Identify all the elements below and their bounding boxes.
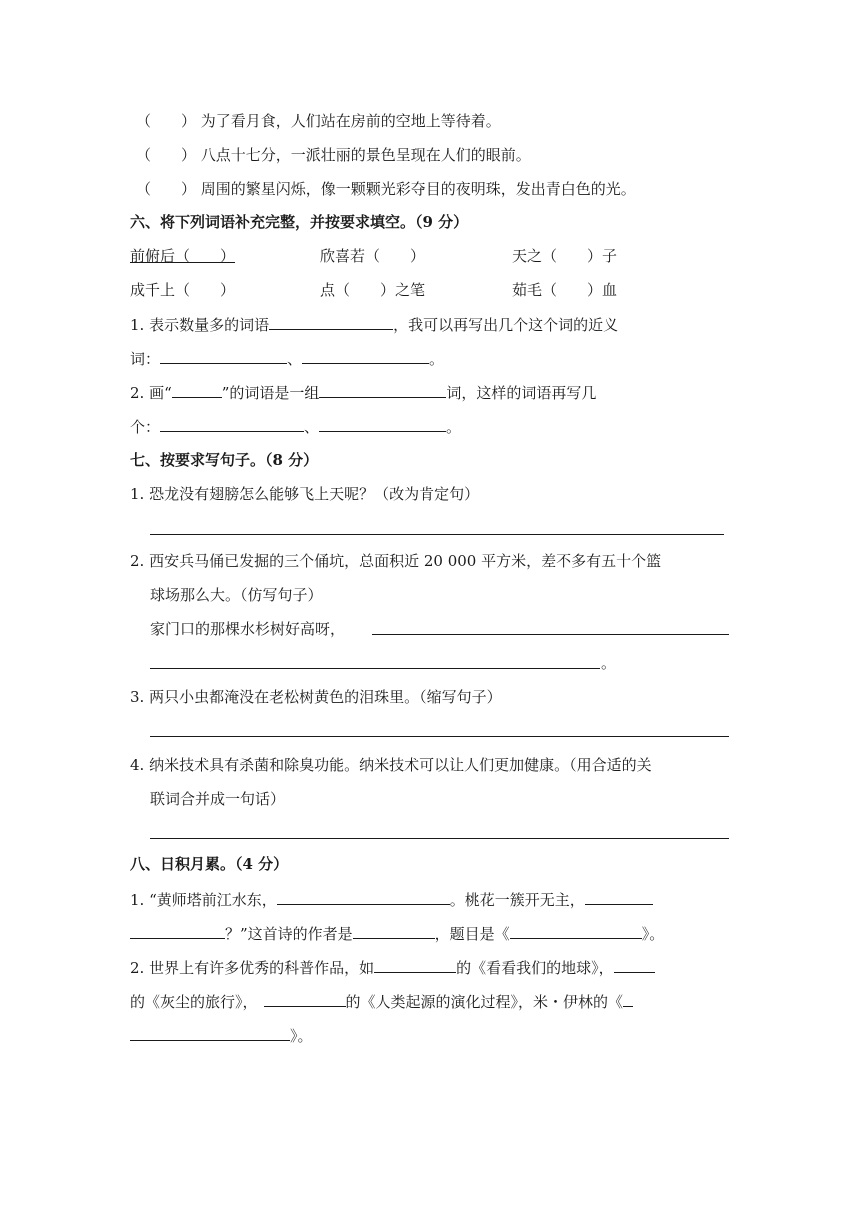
q-text: 、 bbox=[304, 418, 320, 436]
q-text: 》。 bbox=[290, 1027, 313, 1045]
q-text: 家门口的那棵水杉树好高呀， bbox=[150, 620, 346, 638]
q-text: 的《灰尘的旅行》， bbox=[130, 993, 258, 1011]
period: 。 bbox=[601, 654, 617, 672]
word-1[interactable]: 前俯后（ ） bbox=[130, 247, 236, 265]
fill-blank[interactable] bbox=[130, 1025, 290, 1041]
q-text: 》。 bbox=[641, 925, 665, 943]
fill-blank[interactable] bbox=[264, 991, 346, 1007]
fill-blank[interactable] bbox=[130, 923, 225, 939]
q-text: ，我可以再写出几个这个词的近义 bbox=[393, 316, 619, 334]
answer-paren[interactable]: （ ） bbox=[136, 112, 197, 130]
fill-blank[interactable] bbox=[160, 348, 287, 364]
word-6[interactable]: 茹毛（ ）血 bbox=[512, 281, 618, 299]
q-text: ”的词语是一组 bbox=[221, 384, 320, 402]
order-item bbox=[136, 145, 531, 165]
answer-paren[interactable]: （ ） bbox=[136, 180, 197, 198]
s7-question-4-cont: 联词合并成一句话） bbox=[150, 790, 286, 808]
q-text: 。 bbox=[429, 350, 445, 368]
order-item bbox=[136, 179, 636, 199]
fill-blank[interactable] bbox=[585, 889, 653, 905]
section-6-title: 六、将下列词语补充完整，并按要求填空。（9 分） bbox=[130, 213, 469, 231]
fill-blank[interactable] bbox=[319, 382, 446, 398]
q-text: 2. 画“ bbox=[130, 384, 172, 402]
s7-question-3: 3. 两只小虫都淹没在老松树黄色的泪珠里。（缩写句子） bbox=[130, 688, 502, 706]
s6-question-2-cont bbox=[130, 416, 461, 437]
order-item-text: 周围的繁星闪烁，像一颗颗光彩夺目的夜明珠，发出青白色的光。 bbox=[200, 180, 636, 198]
s8-question-2-end bbox=[130, 1025, 313, 1046]
fill-blank[interactable] bbox=[302, 348, 429, 364]
section-8-title: 八、日积月累。（4 分） bbox=[130, 855, 289, 873]
q-text: 个： bbox=[130, 418, 161, 436]
s7-question-2-stem bbox=[150, 619, 345, 639]
q-text: 的《看看我们的地球》， bbox=[456, 959, 614, 977]
word-5[interactable]: 点（ ）之笔 bbox=[320, 281, 426, 299]
s7-question-2-cont: 球场那么大。（仿写句子） bbox=[150, 586, 323, 604]
answer-line[interactable] bbox=[150, 736, 729, 737]
s6-question-1 bbox=[130, 314, 618, 335]
s8-question-1 bbox=[130, 889, 653, 910]
s6-question-2 bbox=[130, 382, 596, 403]
answer-line[interactable] bbox=[150, 838, 729, 839]
word-3[interactable]: 天之（ ）子 bbox=[512, 247, 618, 265]
q-text: 词： bbox=[130, 350, 161, 368]
s7-question-2: 2. 西安兵马俑已发掘的三个俑坑，总面积近 20 000 平方米，差不多有五十个篮 bbox=[130, 552, 662, 570]
answer-line[interactable] bbox=[372, 634, 729, 635]
fill-blank[interactable] bbox=[277, 889, 450, 905]
s7-question-1: 1. 恐龙没有翅膀怎么能够飞上天呢？（改为肯定句） bbox=[130, 485, 480, 503]
fill-blank[interactable] bbox=[269, 314, 393, 330]
section-7-title: 七、按要求写句子。（8 分） bbox=[130, 451, 319, 469]
fill-blank[interactable] bbox=[353, 923, 435, 939]
order-item-text: 为了看月食，人们站在房前的空地上等待着。 bbox=[200, 112, 501, 130]
fill-blank[interactable] bbox=[623, 991, 633, 1007]
fill-blank[interactable] bbox=[614, 957, 655, 973]
order-item bbox=[136, 111, 501, 131]
answer-line[interactable] bbox=[150, 534, 724, 535]
q-text: 词，这样的词语再写几 bbox=[446, 384, 597, 402]
fill-blank[interactable] bbox=[510, 923, 642, 939]
answer-paren[interactable]: （ ） bbox=[136, 146, 197, 164]
q-text: 1. “黄师塔前江水东， bbox=[130, 891, 277, 909]
q-text: 1. 表示数量多的词语 bbox=[130, 316, 270, 334]
s8-question-2 bbox=[130, 957, 655, 978]
q-text: 2. 世界上有许多优秀的科普作品，如 bbox=[130, 959, 375, 977]
q-text: ，题目是《 bbox=[434, 925, 510, 943]
q-text: 的《人类起源的演化过程》，米・伊林的《 bbox=[345, 993, 624, 1011]
q-text: 。桃花一簇开无主， bbox=[449, 891, 585, 909]
word-2[interactable]: 欣喜若（ ） bbox=[320, 247, 426, 265]
word-4[interactable]: 成千上（ ） bbox=[130, 281, 236, 299]
q-text: 。 bbox=[446, 418, 462, 436]
q-text: ？”这首诗的作者是 bbox=[225, 925, 353, 943]
fill-blank[interactable] bbox=[374, 957, 456, 973]
s8-question-2-cont bbox=[130, 991, 633, 1012]
fill-blank[interactable] bbox=[319, 416, 446, 432]
order-item-text: 八点十七分，一派壮丽的景色呈现在人们的眼前。 bbox=[200, 146, 531, 164]
s8-question-1-cont bbox=[130, 923, 664, 944]
fill-blank[interactable] bbox=[160, 416, 304, 432]
fill-blank[interactable] bbox=[172, 382, 222, 398]
s6-question-1-cont bbox=[130, 348, 444, 369]
s7-question-4: 4. 纳米技术具有杀菌和除臭功能。纳米技术可以让人们更加健康。（用合适的关 bbox=[130, 756, 652, 774]
answer-line[interactable] bbox=[150, 668, 600, 669]
q-text: 、 bbox=[287, 350, 303, 368]
